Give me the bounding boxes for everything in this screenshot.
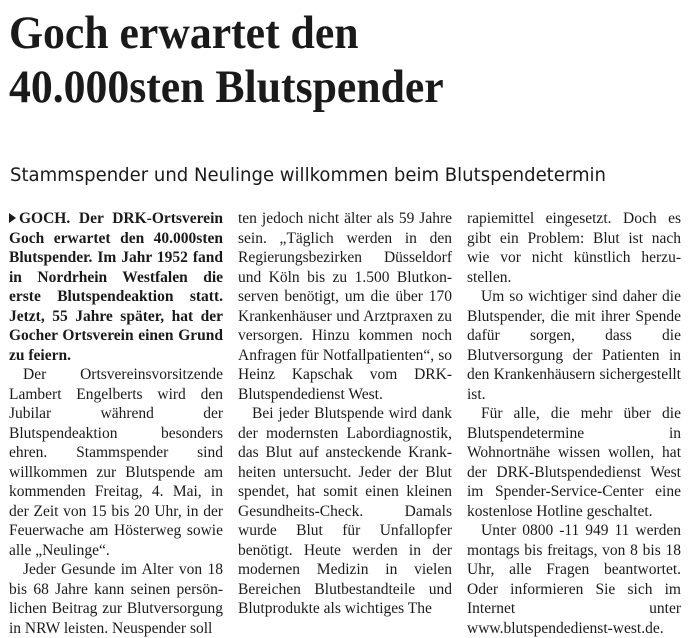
article-headline [9, 6, 641, 114]
article-subheadline: Stammspender und Neulinge willkommen beim Blutspendetermin [10, 164, 607, 186]
article-body [9, 209, 687, 637]
triangle-marker-icon [9, 213, 16, 223]
lead-text: GOCH. Der DRK-Ortsverein Goch erwartet den 40.000sten Blutspender. Im Jahr 1952 fand in Nordrhein Westfalen die erste Blutspendeaktion statt. Jetzt, 55 Jahre später, hat der Gocher Ortsverein einen Grund zu feiern. [9, 210, 223, 364]
paragraph-contact: Unter 0800 -11 949 11 werden montags bis freitags, von 8 bis 18 Uhr, alle Fragen beantwortet. Oder informieren Sie sich im Internet unter www.blutspendedienst-west.de. [467, 522, 681, 637]
headline-line-2: 40.000sten Blutspender [9, 61, 444, 113]
paragraph-eligibility-start: Jeder Gesunde im Alter von 18 bis 68 Jahre kann seinen persönlichen Beitrag zur Blutversorgung in NRW leisten. Neuspender soll [9, 561, 223, 637]
headline-line-1: Goch erwartet den [9, 7, 359, 59]
column-2 [238, 209, 452, 619]
column-3 [467, 209, 681, 638]
paragraph-lab-diagnostics-cont: rapiemittel eingesetzt. Doch es gibt ein Problem: Blut ist nach wie vor nicht künstlich herzustellen. [467, 210, 681, 286]
paragraph-chairman: Der Ortsvereinsvorsitzende Lambert Engelberts wird den Jubilar während der Blutspendeaktion besonders ehren. Stammspender sind willkommen zur Blutspende am kommenden Freitag, 4. Mai, in der Zeit von 15 bis 20 Uhr, in der Feuerwache am Hösterweg sowie alle „Neulinge“. [9, 366, 223, 559]
paragraph-lab-diagnostics: Bei jeder Blutspende wird dank der modernsten Labordiagnostik, das Blut auf ansteckende Krankheiten untersucht. Jeder der Blut spendet, hat somit einen kleinen Gesundheits-Check. Damals wurde Blut für Unfallopfer benötigt. Heute werden in der modernen Medizin in vielen Bereichen Blutbestandteile und Blutprodukte als wichtiges The [238, 405, 452, 617]
column-1 [9, 209, 223, 638]
paragraph-eligibility-cont: ten jedoch nicht älter als 59 Jahre sein. „Täglich werden in den Regierungsbezirken Düsseldorf und Köln bis zu 1.500 Blutkonserven benötigt, um die über 170 Krankenhäuser und Arztpraxen zu versorgen. Hinzu kommen noch Anfragen für Notfallpatienten“, so Heinz Kapschak vom DRK-Blutspendedienst West. [238, 210, 452, 403]
paragraph-hotline: Für alle, die mehr über die Blutspendetermine in Wohnortnähe wissen wollen, hat der DRK-Blutspendedienst West im Spender-Service-Center eine kostenlose Hotline geschaltet. [467, 405, 681, 520]
lead-paragraph [9, 209, 223, 365]
paragraph-donors-importance: Um so wichtiger sind daher die Blutspender, die mit ihrer Spende dafür sorgen, dass die Blutversorgung der Patienten in den Krankenhäusern sichergestellt ist. [467, 288, 681, 403]
